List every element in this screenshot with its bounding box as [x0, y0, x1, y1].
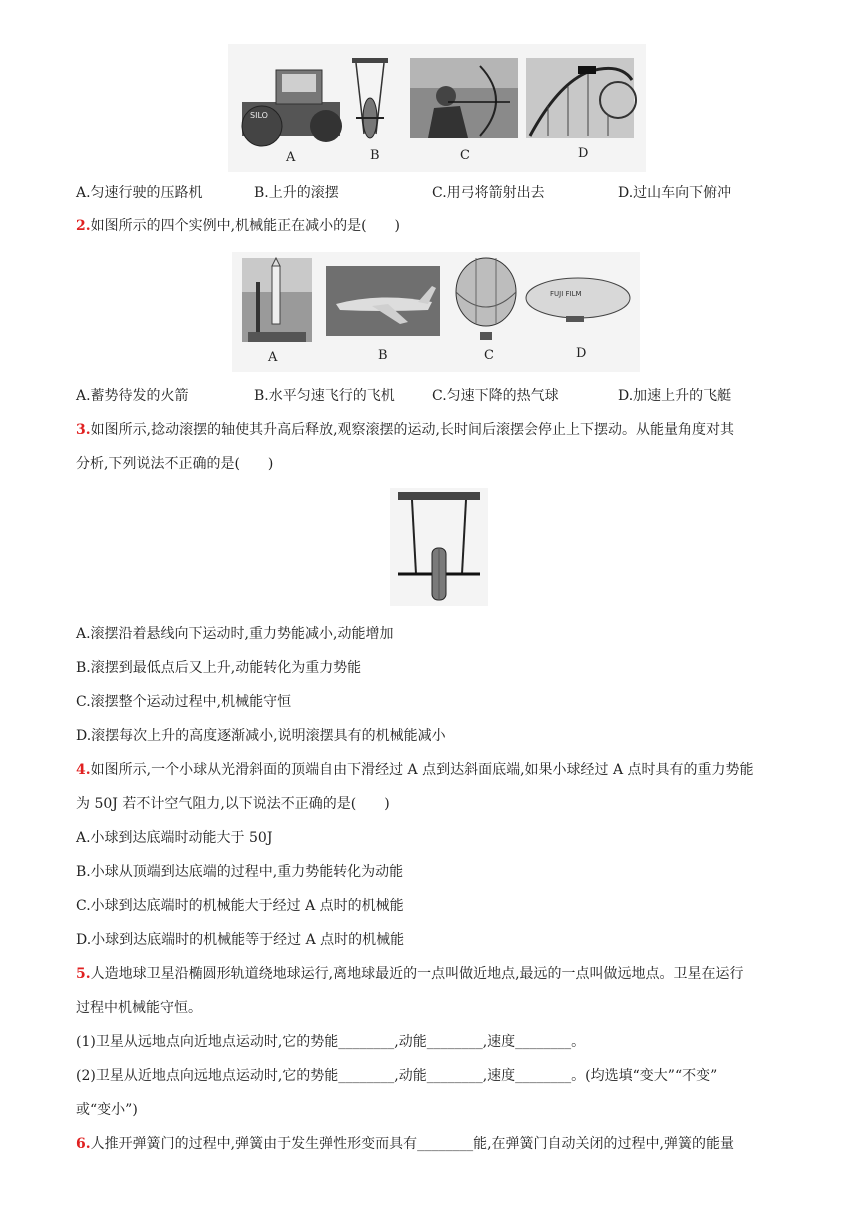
q3-option-c: C.滚摆整个运动过程中,机械能守恒 [76, 694, 292, 710]
q3-option-d: D.滚摆每次上升的高度逐渐减小,说明滚摆具有的机械能减小 [76, 728, 446, 744]
maxwell-wheel-image [352, 58, 388, 138]
q5-stem-text-1: 人造地球卫星沿椭圆形轨道绕地球运行,离地球最近的一点叫做近地点,最远的一点叫做远地点。卫星在运行 [90, 966, 744, 982]
q5-stem-line1 [76, 964, 744, 984]
q4-option-a: A.小球到达底端时动能大于 50J [76, 830, 273, 846]
q2-stem [76, 216, 400, 236]
rocket-image [242, 258, 312, 342]
road-roller-image [242, 70, 342, 146]
q6-number: 6. [76, 1136, 91, 1152]
q3-number: 3. [76, 422, 91, 438]
q2-label-b: B [378, 348, 388, 363]
q4-stem-line1 [76, 760, 754, 780]
q2-option-c: C.匀速下降的热气球 [432, 388, 559, 404]
q1-label-d: D [578, 146, 589, 161]
hot-air-balloon-image [456, 258, 516, 340]
q1-label-c: C [460, 148, 470, 163]
maxwell-wheel-diagram [398, 492, 480, 600]
q2-stem-text: 如图所示的四个实例中,机械能正在减小的是( ) [90, 218, 400, 234]
q2-label-c: C [484, 348, 494, 363]
roller-coaster-image [526, 58, 636, 138]
q4-stem-line2: 为 50J 若不计空气阻力,以下说法不正确的是( ) [76, 796, 390, 812]
q2-option-a: A.蓄势待发的火箭 [76, 388, 189, 404]
q4-option-d: D.小球到达底端时的机械能等于经过 A 点时的机械能 [76, 932, 405, 948]
q3-stem-line1 [76, 420, 734, 440]
q1-label-b: B [370, 148, 380, 163]
q1-option-c: C.用弓将箭射出去 [432, 185, 545, 201]
archer-image [410, 58, 518, 138]
q1-option-d: D.过山车向下俯冲 [618, 185, 732, 201]
q2-option-d: D.加速上升的飞艇 [618, 388, 732, 404]
q5-subquestion-2-cont: 或“变小”) [76, 1102, 138, 1118]
q1-figure-strip [228, 44, 646, 172]
q1-option-b: B.上升的滚摆 [254, 185, 339, 201]
q2-number: 2. [76, 218, 91, 234]
q6-stem-line1 [76, 1134, 734, 1154]
q4-option-c: C.小球到达底端时的机械能大于经过 A 点时的机械能 [76, 898, 404, 914]
q3-option-a: A.滚摆沿着悬线向下运动时,重力势能减小,动能增加 [76, 626, 394, 642]
q1-option-a: A.匀速行驶的压路机 [76, 185, 203, 201]
q2-label-d: D [576, 346, 587, 361]
svg-text:SILO: SILO [250, 111, 268, 120]
q4-number: 4. [76, 762, 91, 778]
q2-figure-strip [232, 252, 640, 372]
q5-number: 5. [76, 966, 91, 982]
q2-label-a: A [268, 350, 278, 365]
svg-text:FUJI FILM: FUJI FILM [550, 290, 582, 298]
q5-subquestion-2: (2)卫星从近地点向远地点运动时,它的势能________,动能________,速度________。(均选填“变大”“不变” [76, 1068, 718, 1084]
q3-stem-line2: 分析,下列说法不正确的是( ) [76, 456, 274, 472]
airplane-image [326, 266, 440, 336]
q5-stem-line2: 过程中机械能守恒。 [76, 1000, 202, 1016]
q4-option-b: B.小球从顶端到达底端的过程中,重力势能转化为动能 [76, 864, 404, 880]
q2-option-b: B.水平匀速飞行的飞机 [254, 388, 395, 404]
q3-stem-text-1: 如图所示,捻动滚摆的轴使其升高后释放,观察滚摆的运动,长时间后滚摆会停止上下摆动。从能量角度对其 [90, 422, 734, 438]
q5-subquestion-1: (1)卫星从远地点向近地点运动时,它的势能________,动能________,速度________。 [76, 1034, 586, 1050]
q4-stem-text-1: 如图所示,一个小球从光滑斜面的顶端自由下滑经过 A 点到达斜面底端,如果小球经过 A 点时具有的重力势能 [90, 762, 754, 778]
airship-image [526, 278, 630, 322]
q3-option-b: B.滚摆到最低点后又上升,动能转化为重力势能 [76, 660, 362, 676]
q1-label-a: A [286, 150, 296, 165]
q6-stem-text-1: 人推开弹簧门的过程中,弹簧由于发生弹性形变而具有________能,在弹簧门自动关闭的过程中,弹簧的能量 [90, 1136, 734, 1152]
q3-figure [390, 488, 488, 606]
